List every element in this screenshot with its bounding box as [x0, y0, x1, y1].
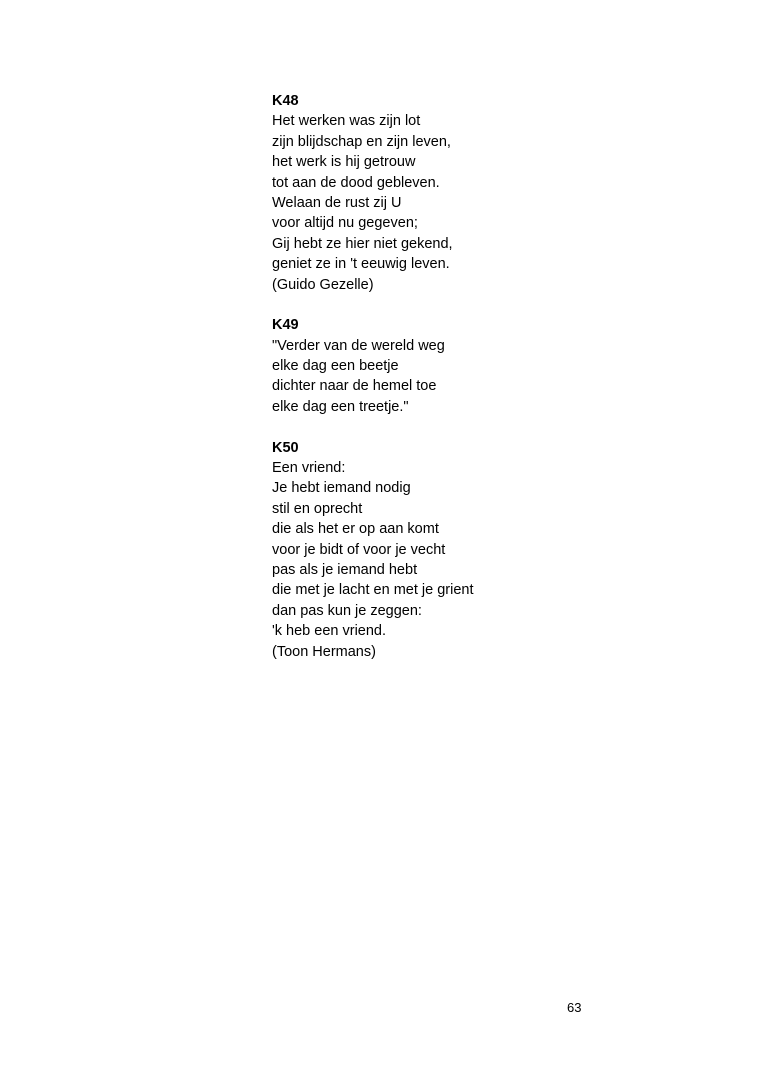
poem-heading: K49 — [272, 317, 299, 334]
poem-line: dichter naar de hemel toe — [272, 378, 437, 395]
poem-line: elke dag een treetje." — [272, 398, 409, 415]
poem-line: 'k heb een vriend. — [272, 623, 387, 640]
poem-heading: K48 — [272, 93, 299, 109]
poem-line: Gij hebt ze hier niet gekend, — [272, 235, 453, 252]
poem-line: zijn blijdschap en zijn leven, — [272, 133, 451, 150]
poem-line: dan pas kun je zeggen: — [272, 602, 422, 619]
poem-line: (Guido Gezelle) — [272, 276, 374, 293]
poem-line: geniet ze in 't eeuwig leven. — [272, 256, 450, 273]
page-number: 63 — [567, 1000, 582, 1015]
poem-line: (Toon Hermans) — [272, 643, 376, 660]
poem-line: die als het er op aan komt — [272, 521, 439, 538]
poem-line: "Verder van de wereld weg — [272, 337, 445, 354]
poem-line: Je hebt iemand nodig — [272, 480, 411, 497]
poem-line: die met je lacht en met je grient — [272, 582, 474, 599]
poem-line: elke dag een beetje — [272, 358, 399, 375]
poem-heading: K50 — [272, 439, 299, 456]
poem-block — [272, 315, 712, 417]
poem-line: stil en oprecht — [272, 500, 363, 517]
poem-line: Het werken was zijn lot — [272, 113, 421, 130]
poem-line: het werk is hij getrouw — [272, 154, 416, 171]
poem-line: Een vriend: — [272, 460, 346, 477]
poem-list — [272, 91, 712, 682]
poem-line: Welaan de rust zij U — [272, 194, 402, 211]
poem-block — [272, 438, 712, 662]
poem-line: voor je bidt of voor je vecht — [272, 541, 446, 558]
poem-line: voor altijd nu gegeven; — [272, 215, 418, 232]
poem-block — [272, 91, 712, 295]
poem-line: pas als je iemand hebt — [272, 561, 418, 578]
poem-line: tot aan de dood gebleven. — [272, 174, 440, 191]
